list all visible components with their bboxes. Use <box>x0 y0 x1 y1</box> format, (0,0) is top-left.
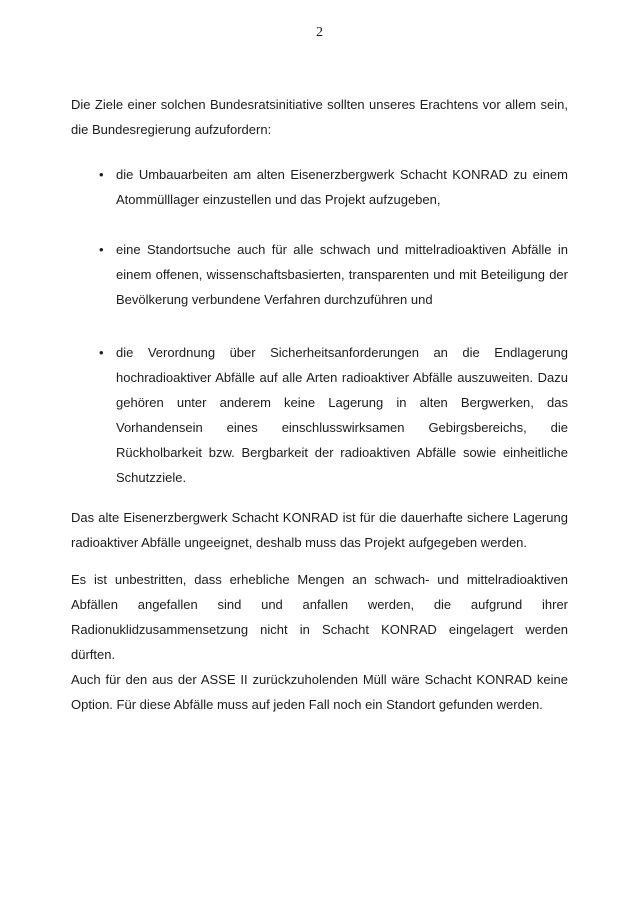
text-line: Bevölkerung verbundene Verfahren durchzuführen und <box>116 292 433 307</box>
text-line: Schutzziele. <box>116 470 187 485</box>
text-line: Radionuklidzusammensetzung nicht in Schacht KONRAD eingelagert werden <box>71 622 568 637</box>
text-line: einem offenen, wissenschaftsbasierten, transparenten und mit Beteiligung der <box>116 267 568 282</box>
bullet-marker: • <box>99 345 104 360</box>
bullet-item <box>71 162 568 212</box>
text-line: Atommülllager einzustellen und das Projekt aufzugeben, <box>116 192 441 207</box>
text-line: Es ist unbestritten, dass erhebliche Mengen an schwach- und mittelradioaktiven <box>71 572 568 587</box>
text-line: Die Ziele einer solchen Bundesratsinitiative sollten unseres Erachtens vor allem sein, <box>71 97 568 112</box>
paragraph <box>71 667 568 717</box>
bullet-marker: • <box>99 242 104 257</box>
text-line: radioaktiver Abfälle ungeeignet, deshalb muss das Projekt aufgegeben werden. <box>71 535 528 550</box>
text-line: Das alte Eisenerzbergwerk Schacht KONRAD ist für die dauerhafte sichere Lagerung <box>71 510 568 525</box>
text-line: die Umbauarbeiten am alten Eisenerzbergwerk Schacht KONRAD zu einem <box>116 167 568 182</box>
text-line: Vorhandensein eines einschlusswirksamen Gebirgsbereichs, die <box>116 420 568 435</box>
text-line: dürften. <box>71 647 116 662</box>
text-line: hochradioaktiver Abfälle auf alle Arten radioaktiver Abfälle auszuweiten. Dazu <box>116 370 568 385</box>
bullet-item <box>71 237 568 312</box>
bullet-marker: • <box>99 167 104 182</box>
text-line: Abfällen angefallen sind und anfallen werden, die aufgrund ihrer <box>71 597 568 612</box>
paragraph <box>71 92 568 142</box>
text-line: Rückholbarkeit bzw. Bergbarkeit der radioaktiven Abfälle sowie einheitliche <box>116 445 568 460</box>
document-content <box>71 92 568 717</box>
text-line: Option. Für diese Abfälle muss auf jeden Fall noch ein Standort gefunden werden. <box>71 697 543 712</box>
page-number: 2 <box>316 25 323 40</box>
text-line: die Bundesregierung aufzufordern: <box>71 122 272 137</box>
text-line: eine Standortsuche auch für alle schwach und mittelradioaktiven Abfälle in <box>116 242 568 257</box>
text-line: die Verordnung über Sicherheitsanforderungen an die Endlagerung <box>116 345 568 360</box>
bullet-item <box>71 340 568 490</box>
text-line: gehören unter anderem keine Lagerung in alten Bergwerken, das <box>116 395 568 410</box>
paragraph <box>71 505 568 555</box>
text-line: Auch für den aus der ASSE II zurückzuholenden Müll wäre Schacht KONRAD keine <box>71 672 568 687</box>
paragraph <box>71 567 568 667</box>
